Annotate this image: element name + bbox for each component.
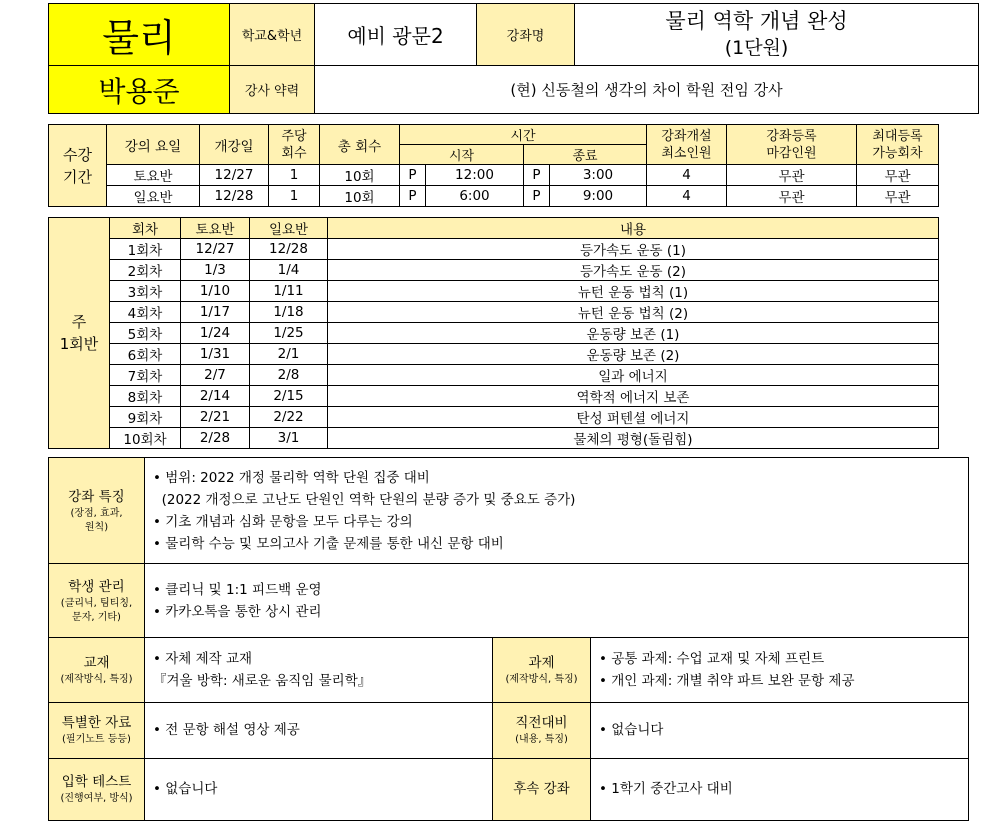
day-header-text: 강의 요일 <box>124 138 182 155</box>
management-row <box>49 564 969 638</box>
textbook-item: • 자체 제작 교재 <box>153 648 492 670</box>
time-end-cell: 9:00 <box>550 186 647 207</box>
content-cell: 일과 에너지 <box>328 365 939 386</box>
management-sub: (클리닉, 팀티칭, 문자, 기타) <box>60 597 133 623</box>
max-cell: 무관 <box>857 186 939 207</box>
frequency-label-cell <box>49 218 110 449</box>
entrance-row <box>49 758 969 820</box>
follow-up-label: 후속 강좌 <box>513 781 570 798</box>
materials-content-cell <box>145 702 493 758</box>
sat-date-cell: 2/21 <box>181 407 250 428</box>
follow-up-content-cell <box>591 758 969 820</box>
features-content-cell <box>145 458 969 564</box>
sat-date-cell: 2/14 <box>181 386 250 407</box>
ampm-start-cell: P <box>400 165 426 186</box>
homework-content-cell <box>591 638 969 702</box>
management-label: 학생 관리 <box>68 578 125 595</box>
curriculum-row <box>49 428 939 449</box>
course-title-cell <box>575 4 979 66</box>
school-value: 예비 광문2 <box>347 24 444 48</box>
time-header <box>400 125 647 145</box>
course-title-line2: (1단원) <box>724 36 789 59</box>
sun-date-cell: 3/1 <box>250 428 328 449</box>
entrance-test-item: • 없습니다 <box>153 778 492 800</box>
min-header <box>647 125 727 165</box>
curriculum-row <box>49 386 939 407</box>
features-item: • 기초 개념과 심화 문항을 모두 다루는 강의 <box>153 511 968 533</box>
management-item: • 카카오톡을 통한 상시 관리 <box>153 601 968 623</box>
school-label-cell <box>230 4 315 66</box>
session-cell: 4회차 <box>110 302 181 323</box>
sun-date-cell: 2/8 <box>250 365 328 386</box>
session-cell: 5회차 <box>110 323 181 344</box>
start-date-header-text: 개강일 <box>214 138 254 155</box>
features-item: • 물리학 수능 및 모의고사 기출 문제를 통한 내신 문항 대비 <box>153 533 968 555</box>
time-start-cell: 6:00 <box>426 186 524 207</box>
sun-date-cell: 1/25 <box>250 323 328 344</box>
content-cell: 운동량 보존 (1) <box>328 323 939 344</box>
textbook-label: 교재 <box>83 655 110 672</box>
curriculum-row <box>49 365 939 386</box>
session-cell: 7회차 <box>110 365 181 386</box>
textbook-label-cell <box>49 638 145 702</box>
weekly-header <box>269 125 320 165</box>
follow-up-item: • 1학기 중간고사 대비 <box>599 778 968 800</box>
curriculum-row <box>49 302 939 323</box>
curriculum-row <box>49 281 939 302</box>
content-cell: 탄성 퍼텐셜 에너지 <box>328 407 939 428</box>
textbook-content-cell <box>145 638 493 702</box>
features-item: • 범위: 2022 개정 물리학 역학 단원 집중 대비 <box>153 467 968 489</box>
final-prep-label: 직전대비 <box>515 715 568 732</box>
content-cell: 등가속도 운동 (1) <box>328 239 939 260</box>
session-cell: 6회차 <box>110 344 181 365</box>
curriculum-table <box>48 217 939 449</box>
management-item: • 클리닉 및 1:1 피드백 운영 <box>153 579 968 601</box>
time-start-cell: 12:00 <box>426 165 524 186</box>
management-content-cell <box>145 564 969 638</box>
follow-up-list <box>591 778 968 800</box>
sat-date-cell: 1/31 <box>181 344 250 365</box>
career-value-cell <box>315 66 979 114</box>
curriculum-row <box>49 260 939 281</box>
sat-date-cell: 1/3 <box>181 260 250 281</box>
teacher-name: 박용준 <box>98 74 180 108</box>
content-cell: 뉴턴 운동 법칙 (1) <box>328 281 939 302</box>
sat-date-cell: 1/17 <box>181 302 250 323</box>
features-sub: (장점, 효과, 원칙) <box>70 507 123 533</box>
follow-up-label-cell <box>493 758 591 820</box>
sun-date-cell: 1/18 <box>250 302 328 323</box>
weekly-header-text: 주당 회수 <box>281 128 307 161</box>
total-header <box>320 125 400 165</box>
entrance-test-label: 입학 테스트 <box>61 774 132 791</box>
curriculum-row <box>49 239 939 260</box>
sat-date-cell: 2/7 <box>181 365 250 386</box>
final-prep-content-cell <box>591 702 969 758</box>
start-date-header <box>200 125 269 165</box>
content-cell: 등가속도 운동 (2) <box>328 260 939 281</box>
materials-label-cell <box>49 702 145 758</box>
curriculum-row <box>49 344 939 365</box>
homework-item: • 공통 과제: 수업 교재 및 자체 프린트 <box>599 648 968 670</box>
features-label: 강좌 특징 <box>68 488 125 505</box>
management-label-cell <box>49 564 145 638</box>
session-cell: 3회차 <box>110 281 181 302</box>
time-header-text: 시간 <box>510 129 536 144</box>
session-cell: 8회차 <box>110 386 181 407</box>
total-header-text: 총 회수 <box>337 138 382 155</box>
min-header-text: 강좌개설 최소인원 <box>661 128 712 161</box>
weekly-cell: 1 <box>269 186 320 207</box>
min-cell: 4 <box>647 165 727 186</box>
school-label: 학교&학년 <box>241 29 303 44</box>
session-cell: 2회차 <box>110 260 181 281</box>
entrance-test-label-cell <box>49 758 145 820</box>
max-cell: 무관 <box>857 165 939 186</box>
min-cell: 4 <box>647 186 727 207</box>
homework-item: • 개인 과제: 개별 취약 파트 보완 문항 제공 <box>599 670 968 692</box>
features-label-cell <box>49 458 145 564</box>
sun-date-cell: 2/15 <box>250 386 328 407</box>
session-cell: 10회차 <box>110 428 181 449</box>
subject-cell <box>49 4 230 66</box>
schedule-table <box>48 124 939 207</box>
subject-title: 물리 <box>102 16 176 60</box>
session-cell: 1회차 <box>110 239 181 260</box>
course-label: 강좌명 <box>506 29 545 44</box>
max-header <box>857 125 939 165</box>
ampm-start-cell: P <box>400 186 426 207</box>
deadline-header-text: 강좌등록 마감인원 <box>766 128 817 161</box>
features-item: (2022 개정으로 고난도 단원인 역학 단원의 분량 증가 및 중요도 증가) <box>153 491 576 508</box>
sat-date-cell: 1/10 <box>181 281 250 302</box>
session-cell: 9회차 <box>110 407 181 428</box>
sun-header: 일요반 <box>250 218 328 239</box>
materials-sub: (필기노트 등등) <box>62 734 131 746</box>
final-prep-label-cell <box>493 702 591 758</box>
course-title-line1: 물리 역학 개념 완성 <box>665 8 848 33</box>
final-prep-sub: (내용, 특징) <box>515 734 568 746</box>
deadline-cell: 무관 <box>727 186 857 207</box>
entrance-test-sub: (진행여부, 방식) <box>60 793 133 805</box>
day-header <box>107 125 200 165</box>
materials-item: • 전 문항 해설 영상 제공 <box>153 719 492 741</box>
details-table <box>48 457 969 821</box>
day-cell: 토요반 <box>107 165 200 186</box>
materials-label: 특별한 자료 <box>61 715 132 732</box>
max-header-text: 최대등록 가능회차 <box>872 128 923 161</box>
start-cell: 12/27 <box>200 165 269 186</box>
features-row <box>49 458 969 564</box>
total-cell: 10회 <box>320 165 400 186</box>
start-cell: 12/28 <box>200 186 269 207</box>
sun-date-cell: 1/11 <box>250 281 328 302</box>
content-header: 내용 <box>328 218 939 239</box>
content-cell: 뉴턴 운동 법칙 (2) <box>328 302 939 323</box>
ampm-end-cell: P <box>524 186 550 207</box>
textbook-list <box>145 648 492 692</box>
frequency-label: 주 1회반 <box>59 313 99 353</box>
features-list <box>145 467 968 555</box>
course-label-cell <box>477 4 575 66</box>
career-label-cell <box>230 66 315 114</box>
schedule-row <box>49 186 939 207</box>
sun-date-cell: 2/22 <box>250 407 328 428</box>
time-start-header <box>400 145 524 165</box>
ampm-end-cell: P <box>524 165 550 186</box>
materials-list <box>145 719 492 741</box>
day-cell: 일요반 <box>107 186 200 207</box>
content-cell: 물체의 평형(돌림힘) <box>328 428 939 449</box>
career-label: 강사 약력 <box>244 84 300 99</box>
teacher-cell <box>49 66 230 114</box>
time-start-header-text: 시작 <box>448 149 475 164</box>
sat-date-cell: 12/27 <box>181 239 250 260</box>
session-header: 회차 <box>110 218 181 239</box>
curriculum-header-row <box>49 218 939 239</box>
time-end-header <box>524 145 647 165</box>
content-cell: 역학적 에너지 보존 <box>328 386 939 407</box>
sat-date-cell: 1/24 <box>181 323 250 344</box>
weekly-cell: 1 <box>269 165 320 186</box>
career-value: (현) 신동철의 생각의 차이 학원 전임 강사 <box>510 81 783 99</box>
curriculum-row <box>49 323 939 344</box>
school-value-cell <box>315 4 477 66</box>
total-cell: 10회 <box>320 186 400 207</box>
homework-label-cell <box>493 638 591 702</box>
management-list <box>145 579 968 623</box>
final-prep-list <box>591 719 968 741</box>
sun-date-cell: 2/1 <box>250 344 328 365</box>
deadline-cell: 무관 <box>727 165 857 186</box>
sun-date-cell: 1/4 <box>250 260 328 281</box>
homework-label: 과제 <box>528 655 555 672</box>
homework-sub: (제작방식, 특징) <box>505 674 578 686</box>
content-cell: 운동량 보존 (2) <box>328 344 939 365</box>
curriculum-row <box>49 407 939 428</box>
materials-row <box>49 702 969 758</box>
period-label-cell <box>49 125 107 207</box>
entrance-test-content-cell <box>145 758 493 820</box>
sat-date-cell: 2/28 <box>181 428 250 449</box>
sat-header: 토요반 <box>181 218 250 239</box>
period-label: 수강 기간 <box>63 145 92 186</box>
textbook-homework-row <box>49 638 969 702</box>
entrance-test-list <box>145 778 492 800</box>
homework-list <box>591 648 968 692</box>
time-end-header-text: 종료 <box>572 149 598 164</box>
time-end-cell: 3:00 <box>550 165 647 186</box>
deadline-header <box>727 125 857 165</box>
textbook-sub: (제작방식, 특징) <box>60 674 133 686</box>
sun-date-cell: 12/28 <box>250 239 328 260</box>
final-prep-item: • 없습니다 <box>599 719 968 741</box>
textbook-item: 『겨울 방학: 새로운 움직임 물리학』 <box>153 673 372 690</box>
header-table <box>48 3 979 114</box>
schedule-row <box>49 165 939 186</box>
